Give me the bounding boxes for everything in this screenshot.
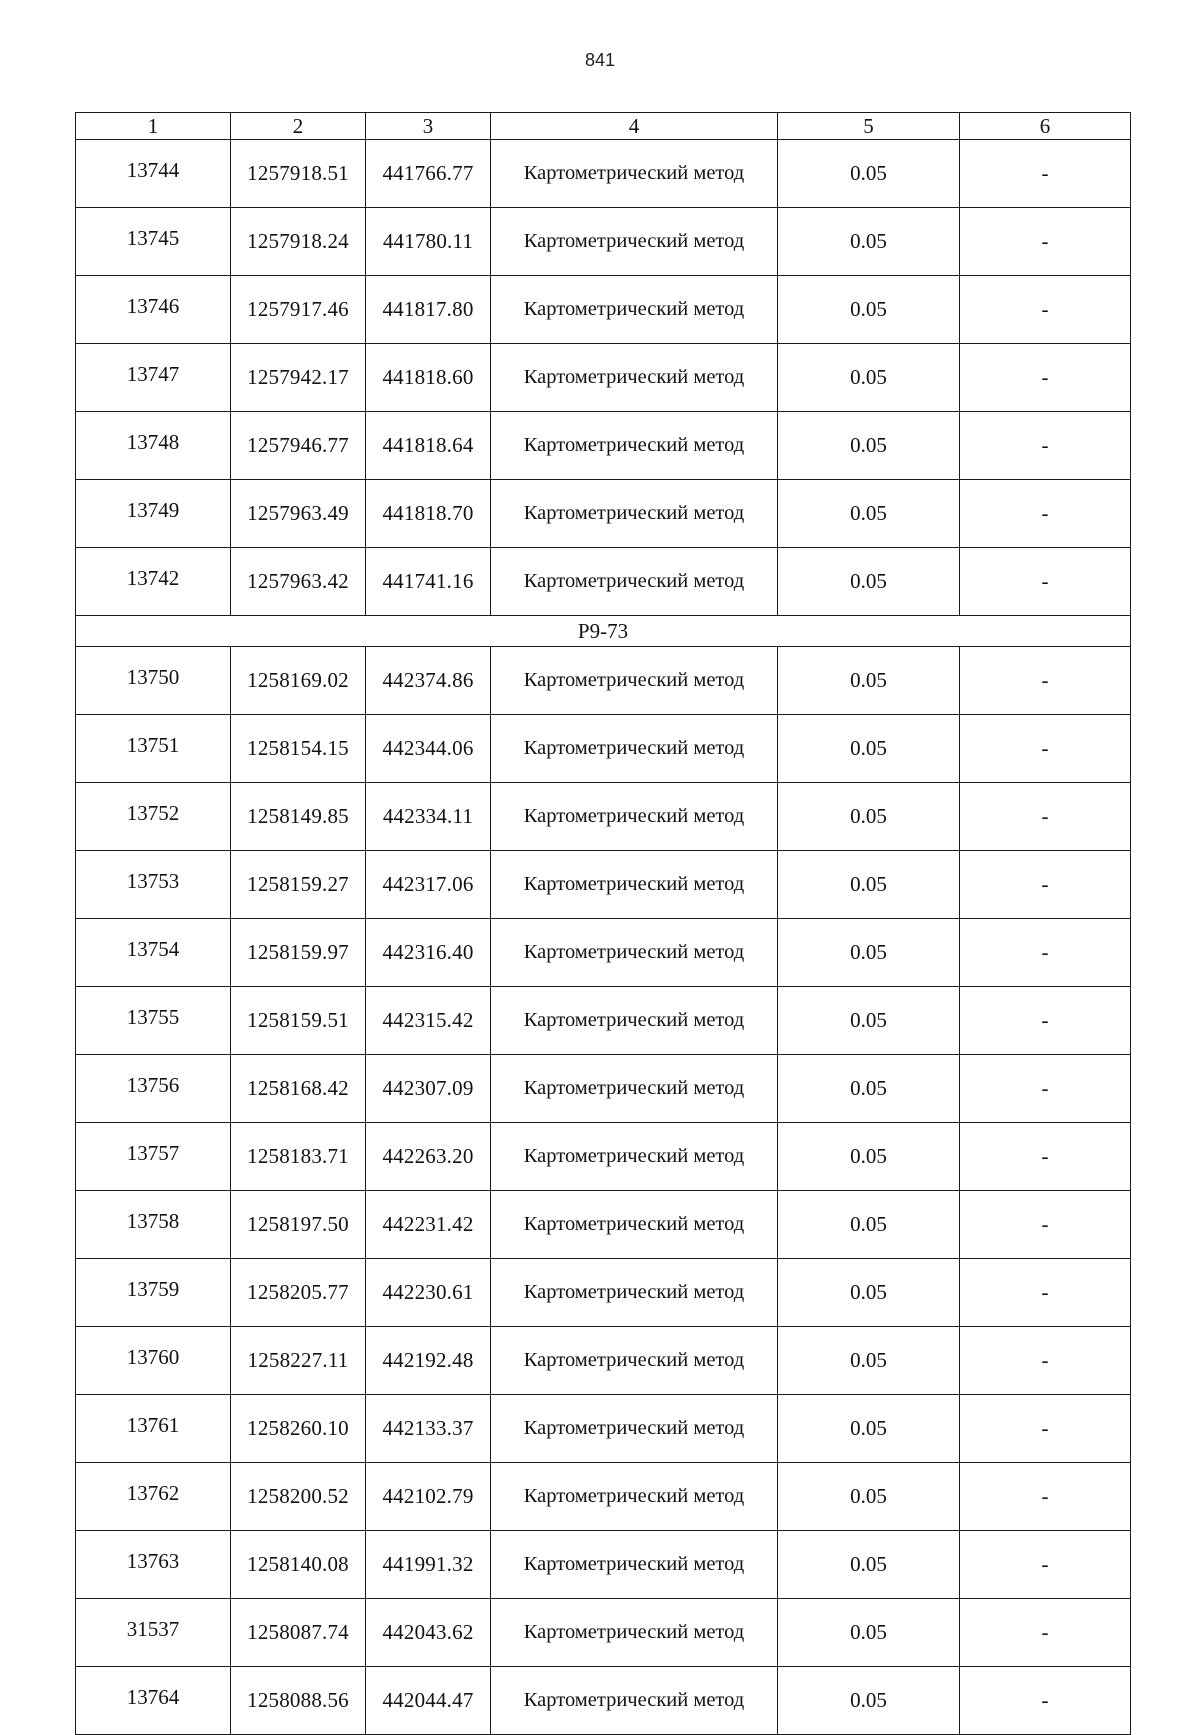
table-body <box>76 140 1131 1735</box>
note-cell: - <box>960 1531 1131 1599</box>
accuracy-cell: 0.05 <box>778 1463 960 1531</box>
table-row <box>76 1327 1131 1395</box>
point-number-cell: 13763 <box>76 1531 231 1599</box>
method-cell: Картометрический метод <box>491 647 778 715</box>
method-cell: Картометрический метод <box>491 140 778 208</box>
point-number-cell: 13747 <box>76 344 231 412</box>
table-row <box>76 548 1131 616</box>
header-row <box>76 113 1131 140</box>
accuracy-cell: 0.05 <box>778 140 960 208</box>
note-cell: - <box>960 1667 1131 1735</box>
point-number-cell: 31537 <box>76 1599 231 1667</box>
accuracy-cell: 0.05 <box>778 715 960 783</box>
y-coordinate-cell: 442192.48 <box>366 1327 491 1395</box>
table-row <box>76 276 1131 344</box>
method-cell: Картометрический метод <box>491 208 778 276</box>
y-coordinate-cell: 442374.86 <box>366 647 491 715</box>
x-coordinate-cell: 1258140.08 <box>231 1531 366 1599</box>
table-row <box>76 1599 1131 1667</box>
table-row <box>76 208 1131 276</box>
y-coordinate-cell: 442344.06 <box>366 715 491 783</box>
point-number-cell: 13756 <box>76 1055 231 1123</box>
point-number-cell: 13760 <box>76 1327 231 1395</box>
header-cell-5: 5 <box>778 113 960 140</box>
coordinates-table <box>75 112 1131 1735</box>
table-row <box>76 1463 1131 1531</box>
accuracy-cell: 0.05 <box>778 647 960 715</box>
note-cell: - <box>960 647 1131 715</box>
table-row <box>76 987 1131 1055</box>
method-cell: Картометрический метод <box>491 851 778 919</box>
accuracy-cell: 0.05 <box>778 1599 960 1667</box>
accuracy-cell: 0.05 <box>778 987 960 1055</box>
header-cell-6: 6 <box>960 113 1131 140</box>
y-coordinate-cell: 442316.40 <box>366 919 491 987</box>
y-coordinate-cell: 441741.16 <box>366 548 491 616</box>
table-row <box>76 480 1131 548</box>
method-cell: Картометрический метод <box>491 276 778 344</box>
table-row <box>76 1259 1131 1327</box>
table-header <box>76 113 1131 140</box>
accuracy-cell: 0.05 <box>778 1191 960 1259</box>
x-coordinate-cell: 1258200.52 <box>231 1463 366 1531</box>
x-coordinate-cell: 1258154.15 <box>231 715 366 783</box>
point-number-cell: 13752 <box>76 783 231 851</box>
method-cell: Картометрический метод <box>491 1531 778 1599</box>
accuracy-cell: 0.05 <box>778 1055 960 1123</box>
point-number-cell: 13758 <box>76 1191 231 1259</box>
method-cell: Картометрический метод <box>491 480 778 548</box>
y-coordinate-cell: 442307.09 <box>366 1055 491 1123</box>
x-coordinate-cell: 1258168.42 <box>231 1055 366 1123</box>
point-number-cell: 13750 <box>76 647 231 715</box>
note-cell: - <box>960 919 1131 987</box>
point-number-cell: 13753 <box>76 851 231 919</box>
note-cell: - <box>960 1395 1131 1463</box>
method-cell: Картометрический метод <box>491 1395 778 1463</box>
point-number-cell: 13748 <box>76 412 231 480</box>
note-cell: - <box>960 140 1131 208</box>
point-number-cell: 13764 <box>76 1667 231 1735</box>
accuracy-cell: 0.05 <box>778 208 960 276</box>
y-coordinate-cell: 442102.79 <box>366 1463 491 1531</box>
x-coordinate-cell: 1257963.42 <box>231 548 366 616</box>
table-row <box>76 851 1131 919</box>
note-cell: - <box>960 480 1131 548</box>
method-cell: Картометрический метод <box>491 1123 778 1191</box>
point-number-cell: 13762 <box>76 1463 231 1531</box>
y-coordinate-cell: 442334.11 <box>366 783 491 851</box>
y-coordinate-cell: 441817.80 <box>366 276 491 344</box>
accuracy-cell: 0.05 <box>778 412 960 480</box>
y-coordinate-cell: 441991.32 <box>366 1531 491 1599</box>
x-coordinate-cell: 1258088.56 <box>231 1667 366 1735</box>
header-cell-1: 1 <box>76 113 231 140</box>
table-row <box>76 1055 1131 1123</box>
note-cell: - <box>960 548 1131 616</box>
point-number-cell: 13746 <box>76 276 231 344</box>
accuracy-cell: 0.05 <box>778 1123 960 1191</box>
note-cell: - <box>960 412 1131 480</box>
note-cell: - <box>960 1191 1131 1259</box>
y-coordinate-cell: 442263.20 <box>366 1123 491 1191</box>
y-coordinate-cell: 442317.06 <box>366 851 491 919</box>
note-cell: - <box>960 987 1131 1055</box>
table-row <box>76 412 1131 480</box>
header-cell-3: 3 <box>366 113 491 140</box>
accuracy-cell: 0.05 <box>778 1327 960 1395</box>
header-cell-4: 4 <box>491 113 778 140</box>
y-coordinate-cell: 442044.47 <box>366 1667 491 1735</box>
x-coordinate-cell: 1258159.97 <box>231 919 366 987</box>
point-number-cell: 13757 <box>76 1123 231 1191</box>
table-row <box>76 1123 1131 1191</box>
header-cell-2: 2 <box>231 113 366 140</box>
table-row <box>76 1191 1131 1259</box>
y-coordinate-cell: 441780.11 <box>366 208 491 276</box>
x-coordinate-cell: 1257946.77 <box>231 412 366 480</box>
method-cell: Картометрический метод <box>491 715 778 783</box>
point-number-cell: 13755 <box>76 987 231 1055</box>
x-coordinate-cell: 1258197.50 <box>231 1191 366 1259</box>
x-coordinate-cell: 1258087.74 <box>231 1599 366 1667</box>
method-cell: Картометрический метод <box>491 783 778 851</box>
y-coordinate-cell: 441818.60 <box>366 344 491 412</box>
section-row <box>76 616 1131 647</box>
accuracy-cell: 0.05 <box>778 919 960 987</box>
y-coordinate-cell: 442315.42 <box>366 987 491 1055</box>
note-cell: - <box>960 1463 1131 1531</box>
method-cell: Картометрический метод <box>491 412 778 480</box>
y-coordinate-cell: 441818.64 <box>366 412 491 480</box>
x-coordinate-cell: 1257942.17 <box>231 344 366 412</box>
y-coordinate-cell: 442043.62 <box>366 1599 491 1667</box>
accuracy-cell: 0.05 <box>778 480 960 548</box>
y-coordinate-cell: 442231.42 <box>366 1191 491 1259</box>
y-coordinate-cell: 442133.37 <box>366 1395 491 1463</box>
table-row <box>76 344 1131 412</box>
x-coordinate-cell: 1258159.27 <box>231 851 366 919</box>
method-cell: Картометрический метод <box>491 1055 778 1123</box>
method-cell: Картометрический метод <box>491 1327 778 1395</box>
accuracy-cell: 0.05 <box>778 851 960 919</box>
table-row <box>76 1395 1131 1463</box>
note-cell: - <box>960 208 1131 276</box>
method-cell: Картометрический метод <box>491 919 778 987</box>
point-number-cell: 13749 <box>76 480 231 548</box>
note-cell: - <box>960 851 1131 919</box>
accuracy-cell: 0.05 <box>778 783 960 851</box>
x-coordinate-cell: 1258149.85 <box>231 783 366 851</box>
table-row <box>76 1667 1131 1735</box>
point-number-cell: 13761 <box>76 1395 231 1463</box>
note-cell: - <box>960 715 1131 783</box>
point-number-cell: 13745 <box>76 208 231 276</box>
page-number: 841 <box>584 50 616 70</box>
x-coordinate-cell: 1258183.71 <box>231 1123 366 1191</box>
note-cell: - <box>960 1123 1131 1191</box>
accuracy-cell: 0.05 <box>778 1395 960 1463</box>
note-cell: - <box>960 344 1131 412</box>
point-number-cell: 13742 <box>76 548 231 616</box>
table-row <box>76 783 1131 851</box>
x-coordinate-cell: 1258205.77 <box>231 1259 366 1327</box>
x-coordinate-cell: 1258227.11 <box>231 1327 366 1395</box>
x-coordinate-cell: 1258169.02 <box>231 647 366 715</box>
point-number-cell: 13759 <box>76 1259 231 1327</box>
method-cell: Картометрический метод <box>491 987 778 1055</box>
accuracy-cell: 0.05 <box>778 1667 960 1735</box>
x-coordinate-cell: 1258159.51 <box>231 987 366 1055</box>
accuracy-cell: 0.05 <box>778 1531 960 1599</box>
table-row <box>76 140 1131 208</box>
x-coordinate-cell: 1258260.10 <box>231 1395 366 1463</box>
accuracy-cell: 0.05 <box>778 344 960 412</box>
table-row <box>76 715 1131 783</box>
note-cell: - <box>960 1327 1131 1395</box>
method-cell: Картометрический метод <box>491 1259 778 1327</box>
y-coordinate-cell: 442230.61 <box>366 1259 491 1327</box>
point-number-cell: 13754 <box>76 919 231 987</box>
method-cell: Картометрический метод <box>491 344 778 412</box>
y-coordinate-cell: 441818.70 <box>366 480 491 548</box>
x-coordinate-cell: 1257918.51 <box>231 140 366 208</box>
note-cell: - <box>960 1055 1131 1123</box>
note-cell: - <box>960 1259 1131 1327</box>
x-coordinate-cell: 1257918.24 <box>231 208 366 276</box>
x-coordinate-cell: 1257917.46 <box>231 276 366 344</box>
accuracy-cell: 0.05 <box>778 276 960 344</box>
y-coordinate-cell: 441766.77 <box>366 140 491 208</box>
point-number-cell: 13751 <box>76 715 231 783</box>
note-cell: - <box>960 1599 1131 1667</box>
table-row <box>76 1531 1131 1599</box>
note-cell: - <box>960 276 1131 344</box>
table-row <box>76 919 1131 987</box>
method-cell: Картометрический метод <box>491 548 778 616</box>
accuracy-cell: 0.05 <box>778 548 960 616</box>
section-title: Р9-73 <box>76 616 1131 647</box>
x-coordinate-cell: 1257963.49 <box>231 480 366 548</box>
method-cell: Картометрический метод <box>491 1667 778 1735</box>
method-cell: Картометрический метод <box>491 1463 778 1531</box>
note-cell: - <box>960 783 1131 851</box>
method-cell: Картометрический метод <box>491 1191 778 1259</box>
point-number-cell: 13744 <box>76 140 231 208</box>
method-cell: Картометрический метод <box>491 1599 778 1667</box>
table-row <box>76 647 1131 715</box>
accuracy-cell: 0.05 <box>778 1259 960 1327</box>
